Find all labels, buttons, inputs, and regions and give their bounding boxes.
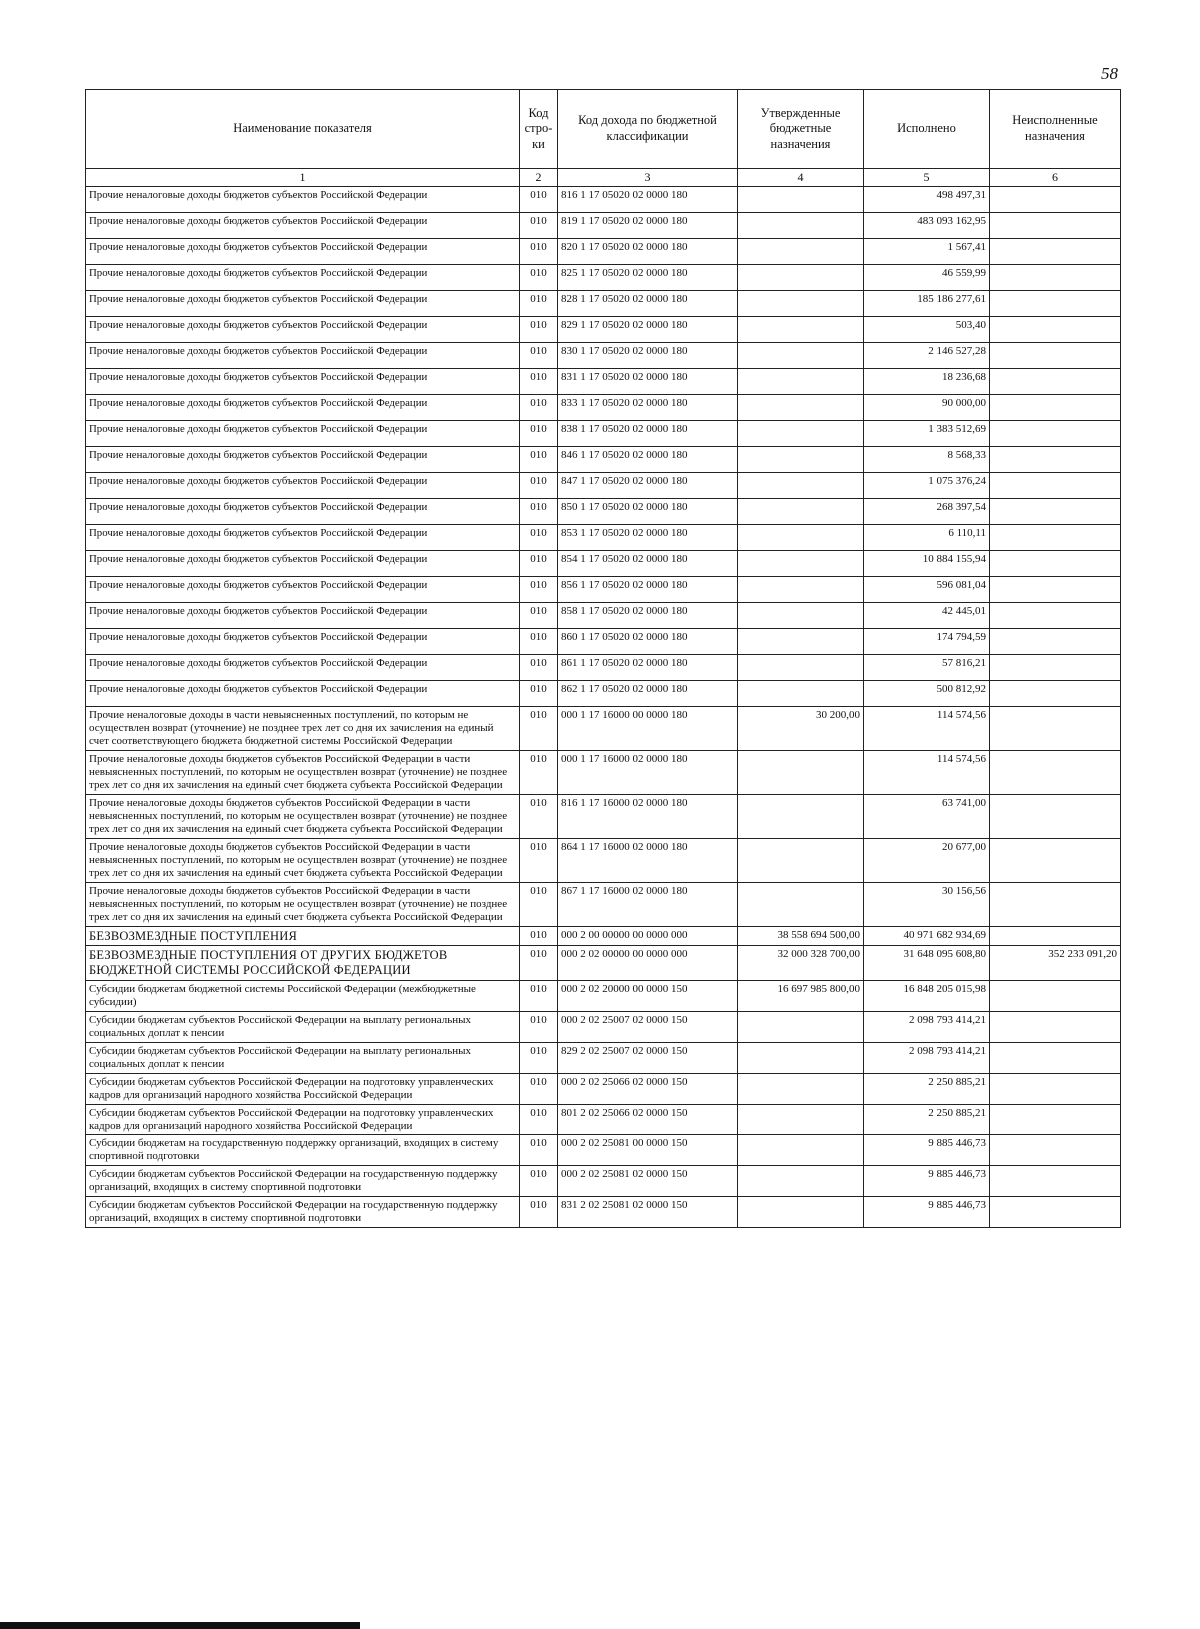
line-code-cell: 010 (520, 525, 558, 551)
indicator-name-cell: Прочие неналоговые доходы бюджетов субъектов Российской Федерации (86, 525, 520, 551)
approved-amount-cell (738, 369, 864, 395)
approved-amount-cell (738, 882, 864, 926)
approved-amount-cell (738, 1104, 864, 1135)
line-code-cell: 010 (520, 395, 558, 421)
table-row (86, 794, 1121, 838)
indicator-name-cell: Прочие неналоговые доходы бюджетов субъектов Российской Федерации (86, 629, 520, 655)
unexecuted-amount-cell (990, 655, 1121, 681)
executed-amount-cell: 8 568,33 (864, 447, 990, 473)
indicator-name-cell: Прочие неналоговые доходы бюджетов субъектов Российской Федерации в части невыясненных поступлений, по которым не осуществлен возврат (уточнение) не позднее трех лет со дня их зачисления на единый счет бюджета субъекта Российской Федерации (86, 794, 520, 838)
approved-amount-cell (738, 750, 864, 794)
approved-amount-cell (738, 1197, 864, 1228)
executed-amount-cell: 9 885 446,73 (864, 1135, 990, 1166)
column-number: 4 (738, 169, 864, 187)
column-number: 2 (520, 169, 558, 187)
approved-amount-cell (738, 577, 864, 603)
income-code-cell: 856 1 17 05020 02 0000 180 (558, 577, 738, 603)
indicator-name-cell: Прочие неналоговые доходы бюджетов субъектов Российской Федерации в части невыясненных поступлений, по которым не осуществлен возврат (уточнение) не позднее трех лет со дня их зачисления на единый счет бюджета субъекта Российской Федерации (86, 838, 520, 882)
line-code-cell: 010 (520, 1197, 558, 1228)
table-row (86, 707, 1121, 751)
line-code-cell: 010 (520, 213, 558, 239)
indicator-name-cell: Прочие неналоговые доходы бюджетов субъектов Российской Федерации (86, 343, 520, 369)
table-row (86, 629, 1121, 655)
indicator-name-cell: Прочие неналоговые доходы бюджетов субъектов Российской Федерации (86, 395, 520, 421)
executed-amount-cell: 2 098 793 414,21 (864, 1042, 990, 1073)
table-row (86, 551, 1121, 577)
table-row (86, 882, 1121, 926)
executed-amount-cell: 9 885 446,73 (864, 1197, 990, 1228)
income-code-cell: 801 2 02 25066 02 0000 150 (558, 1104, 738, 1135)
unexecuted-amount-cell (990, 395, 1121, 421)
approved-amount-cell (738, 525, 864, 551)
income-code-cell: 000 2 00 00000 00 0000 000 (558, 926, 738, 946)
approved-amount-cell (738, 473, 864, 499)
income-code-cell: 853 1 17 05020 02 0000 180 (558, 525, 738, 551)
table-row (86, 980, 1121, 1011)
indicator-name-cell: Прочие неналоговые доходы бюджетов субъектов Российской Федерации (86, 265, 520, 291)
approved-amount-cell (738, 187, 864, 213)
approved-amount-cell (738, 629, 864, 655)
income-code-cell: 858 1 17 05020 02 0000 180 (558, 603, 738, 629)
executed-amount-cell: 2 250 885,21 (864, 1073, 990, 1104)
unexecuted-amount-cell (990, 265, 1121, 291)
table-row (86, 1073, 1121, 1104)
indicator-name-cell: Прочие неналоговые доходы бюджетов субъектов Российской Федерации (86, 447, 520, 473)
unexecuted-amount-cell (990, 577, 1121, 603)
table-row (86, 499, 1121, 525)
unexecuted-amount-cell (990, 1042, 1121, 1073)
indicator-name-cell: Субсидии бюджетам субъектов Российской Федерации на государственную поддержку организаций, входящих в систему спортивной подготовки (86, 1166, 520, 1197)
unexecuted-amount-cell (990, 1073, 1121, 1104)
unexecuted-amount-cell (990, 629, 1121, 655)
unexecuted-amount-cell (990, 681, 1121, 707)
table-row (86, 1042, 1121, 1073)
executed-amount-cell: 1 567,41 (864, 239, 990, 265)
executed-amount-cell: 40 971 682 934,69 (864, 926, 990, 946)
indicator-name-cell: Прочие неналоговые доходы бюджетов субъектов Российской Федерации (86, 603, 520, 629)
table-body (86, 187, 1121, 1228)
column-number-row (86, 169, 1121, 187)
indicator-name-cell: Прочие неналоговые доходы бюджетов субъектов Российской Федерации (86, 655, 520, 681)
income-code-cell: 825 1 17 05020 02 0000 180 (558, 265, 738, 291)
line-code-cell: 010 (520, 1104, 558, 1135)
executed-amount-cell: 18 236,68 (864, 369, 990, 395)
executed-amount-cell: 42 445,01 (864, 603, 990, 629)
table-row (86, 926, 1121, 946)
approved-amount-cell: 32 000 328 700,00 (738, 946, 864, 981)
header-approved: Утвержденные бюджетные назначения (738, 90, 864, 169)
approved-amount-cell (738, 681, 864, 707)
income-code-cell: 829 1 17 05020 02 0000 180 (558, 317, 738, 343)
unexecuted-amount-cell (990, 1011, 1121, 1042)
line-code-cell: 010 (520, 707, 558, 751)
line-code-cell: 010 (520, 291, 558, 317)
executed-amount-cell: 9 885 446,73 (864, 1166, 990, 1197)
executed-amount-cell: 1 383 512,69 (864, 421, 990, 447)
approved-amount-cell (738, 343, 864, 369)
indicator-name-cell: Субсидии бюджетам субъектов Российской Федерации на выплату региональных социальных доплат к пенсии (86, 1042, 520, 1073)
approved-amount-cell (738, 603, 864, 629)
approved-amount-cell (738, 239, 864, 265)
executed-amount-cell: 90 000,00 (864, 395, 990, 421)
table-row (86, 369, 1121, 395)
unexecuted-amount-cell (990, 1166, 1121, 1197)
income-code-cell: 860 1 17 05020 02 0000 180 (558, 629, 738, 655)
income-code-cell: 867 1 17 16000 02 0000 180 (558, 882, 738, 926)
unexecuted-amount-cell (990, 838, 1121, 882)
line-code-cell: 010 (520, 980, 558, 1011)
line-code-cell: 010 (520, 421, 558, 447)
executed-amount-cell: 483 093 162,95 (864, 213, 990, 239)
header-indicator-name: Наименование показателя (86, 90, 520, 169)
table-row (86, 343, 1121, 369)
line-code-cell: 010 (520, 265, 558, 291)
indicator-name-cell: Прочие неналоговые доходы бюджетов субъектов Российской Федерации (86, 187, 520, 213)
indicator-name-cell: Субсидии бюджетам субъектов Российской Федерации на государственную поддержку организаций, входящих в систему спортивной подготовки (86, 1197, 520, 1228)
approved-amount-cell (738, 291, 864, 317)
table-row (86, 750, 1121, 794)
unexecuted-amount-cell (990, 213, 1121, 239)
income-code-cell: 833 1 17 05020 02 0000 180 (558, 395, 738, 421)
income-code-cell: 000 2 02 25007 02 0000 150 (558, 1011, 738, 1042)
indicator-name-cell: Прочие неналоговые доходы бюджетов субъектов Российской Федерации (86, 317, 520, 343)
indicator-name-cell: Субсидии бюджетам субъектов Российской Федерации на выплату региональных социальных доплат к пенсии (86, 1011, 520, 1042)
line-code-cell: 010 (520, 577, 558, 603)
executed-amount-cell: 174 794,59 (864, 629, 990, 655)
indicator-name-cell: Прочие неналоговые доходы бюджетов субъектов Российской Федерации (86, 499, 520, 525)
line-code-cell: 010 (520, 1073, 558, 1104)
unexecuted-amount-cell (990, 473, 1121, 499)
executed-amount-cell: 31 648 095 608,80 (864, 946, 990, 981)
header-unexecuted: Неисполненные назначения (990, 90, 1121, 169)
approved-amount-cell (738, 317, 864, 343)
line-code-cell: 010 (520, 499, 558, 525)
executed-amount-cell: 498 497,31 (864, 187, 990, 213)
executed-amount-cell: 30 156,56 (864, 882, 990, 926)
income-code-cell: 000 2 02 00000 00 0000 000 (558, 946, 738, 981)
executed-amount-cell: 114 574,56 (864, 707, 990, 751)
indicator-name-cell: Прочие неналоговые доходы бюджетов субъектов Российской Федерации (86, 291, 520, 317)
indicator-name-cell: Прочие неналоговые доходы бюджетов субъектов Российской Федерации (86, 551, 520, 577)
budget-execution-table (85, 89, 1121, 1228)
executed-amount-cell: 500 812,92 (864, 681, 990, 707)
executed-amount-cell: 2 250 885,21 (864, 1104, 990, 1135)
approved-amount-cell (738, 213, 864, 239)
unexecuted-amount-cell (990, 707, 1121, 751)
unexecuted-amount-cell (990, 317, 1121, 343)
approved-amount-cell: 30 200,00 (738, 707, 864, 751)
approved-amount-cell (738, 265, 864, 291)
unexecuted-amount-cell (990, 551, 1121, 577)
line-code-cell: 010 (520, 187, 558, 213)
unexecuted-amount-cell (990, 794, 1121, 838)
unexecuted-amount-cell (990, 882, 1121, 926)
approved-amount-cell (738, 838, 864, 882)
unexecuted-amount-cell (990, 1135, 1121, 1166)
table-row (86, 655, 1121, 681)
approved-amount-cell: 16 697 985 800,00 (738, 980, 864, 1011)
approved-amount-cell (738, 1011, 864, 1042)
table-row (86, 473, 1121, 499)
income-code-cell: 846 1 17 05020 02 0000 180 (558, 447, 738, 473)
indicator-name-cell: БЕЗВОЗМЕЗДНЫЕ ПОСТУПЛЕНИЯ (86, 926, 520, 946)
income-code-cell: 828 1 17 05020 02 0000 180 (558, 291, 738, 317)
header-executed: Исполнено (864, 90, 990, 169)
unexecuted-amount-cell (990, 239, 1121, 265)
executed-amount-cell: 16 848 205 015,98 (864, 980, 990, 1011)
line-code-cell: 010 (520, 473, 558, 499)
executed-amount-cell: 20 677,00 (864, 838, 990, 882)
indicator-name-cell: Прочие неналоговые доходы бюджетов субъектов Российской Федерации (86, 369, 520, 395)
table-row (86, 603, 1121, 629)
executed-amount-cell: 63 741,00 (864, 794, 990, 838)
line-code-cell: 010 (520, 681, 558, 707)
approved-amount-cell (738, 1073, 864, 1104)
line-code-cell: 010 (520, 629, 558, 655)
page-number: 58 (1101, 64, 1118, 83)
unexecuted-amount-cell (990, 750, 1121, 794)
table-row (86, 1104, 1121, 1135)
income-code-cell: 854 1 17 05020 02 0000 180 (558, 551, 738, 577)
indicator-name-cell: Субсидии бюджетам на государственную поддержку организаций, входящих в систему спортивной подготовки (86, 1135, 520, 1166)
executed-amount-cell: 6 110,11 (864, 525, 990, 551)
table-row (86, 577, 1121, 603)
line-code-cell: 010 (520, 603, 558, 629)
header-line-code: Код стро- ки (520, 90, 558, 169)
indicator-name-cell: Прочие неналоговые доходы бюджетов субъектов Российской Федерации в части невыясненных поступлений, по которым не осуществлен возврат (уточнение) не позднее трех лет со дня их зачисления на единый счет бюджета субъекта Российской Федерации (86, 882, 520, 926)
indicator-name-cell: Прочие неналоговые доходы бюджетов субъектов Российской Федерации (86, 681, 520, 707)
indicator-name-cell: Прочие неналоговые доходы бюджетов субъектов Российской Федерации в части невыясненных поступлений, по которым не осуществлен возврат (уточнение) не позднее трех лет со дня их зачисления на единый счет бюджета субъекта Российской Федерации (86, 750, 520, 794)
table-row (86, 421, 1121, 447)
line-code-cell: 010 (520, 838, 558, 882)
table-row (86, 265, 1121, 291)
approved-amount-cell (738, 447, 864, 473)
executed-amount-cell: 10 884 155,94 (864, 551, 990, 577)
table-row (86, 1197, 1121, 1228)
table-row (86, 187, 1121, 213)
line-code-cell: 010 (520, 882, 558, 926)
table-row (86, 213, 1121, 239)
income-code-cell: 829 2 02 25007 02 0000 150 (558, 1042, 738, 1073)
unexecuted-amount-cell (990, 291, 1121, 317)
indicator-name-cell: Прочие неналоговые доходы бюджетов субъектов Российской Федерации (86, 577, 520, 603)
executed-amount-cell: 46 559,99 (864, 265, 990, 291)
unexecuted-amount-cell (990, 1197, 1121, 1228)
executed-amount-cell: 268 397,54 (864, 499, 990, 525)
table-row (86, 1135, 1121, 1166)
line-code-cell: 010 (520, 1135, 558, 1166)
line-code-cell: 010 (520, 1166, 558, 1197)
table-row (86, 447, 1121, 473)
approved-amount-cell (738, 551, 864, 577)
executed-amount-cell: 185 186 277,61 (864, 291, 990, 317)
approved-amount-cell (738, 655, 864, 681)
table-row (86, 681, 1121, 707)
table-row (86, 395, 1121, 421)
income-code-cell: 861 1 17 05020 02 0000 180 (558, 655, 738, 681)
approved-amount-cell (738, 499, 864, 525)
income-code-cell: 816 1 17 16000 02 0000 180 (558, 794, 738, 838)
indicator-name-cell: Прочие неналоговые доходы бюджетов субъектов Российской Федерации (86, 421, 520, 447)
line-code-cell: 010 (520, 750, 558, 794)
column-number: 6 (990, 169, 1121, 187)
unexecuted-amount-cell (990, 603, 1121, 629)
column-number: 3 (558, 169, 738, 187)
approved-amount-cell: 38 558 694 500,00 (738, 926, 864, 946)
income-code-cell: 864 1 17 16000 02 0000 180 (558, 838, 738, 882)
income-code-cell: 850 1 17 05020 02 0000 180 (558, 499, 738, 525)
indicator-name-cell: Субсидии бюджетам бюджетной системы Российской Федерации (межбюджетные субсидии) (86, 980, 520, 1011)
line-code-cell: 010 (520, 946, 558, 981)
table-row (86, 291, 1121, 317)
income-code-cell: 000 1 17 16000 02 0000 180 (558, 750, 738, 794)
scan-edge-bar (0, 1622, 360, 1629)
unexecuted-amount-cell (990, 1104, 1121, 1135)
income-code-cell: 831 2 02 25081 02 0000 150 (558, 1197, 738, 1228)
unexecuted-amount-cell (990, 187, 1121, 213)
line-code-cell: 010 (520, 447, 558, 473)
executed-amount-cell: 596 081,04 (864, 577, 990, 603)
table-row (86, 239, 1121, 265)
unexecuted-amount-cell (990, 525, 1121, 551)
income-code-cell: 000 1 17 16000 00 0000 180 (558, 707, 738, 751)
table-row (86, 1166, 1121, 1197)
table-row (86, 525, 1121, 551)
table-row (86, 838, 1121, 882)
income-code-cell: 847 1 17 05020 02 0000 180 (558, 473, 738, 499)
indicator-name-cell: Прочие неналоговые доходы бюджетов субъектов Российской Федерации (86, 239, 520, 265)
indicator-name-cell: Прочие неналоговые доходы бюджетов субъектов Российской Федерации (86, 473, 520, 499)
income-code-cell: 820 1 17 05020 02 0000 180 (558, 239, 738, 265)
indicator-name-cell: Субсидии бюджетам субъектов Российской Федерации на подготовку управленческих кадров для организаций народного хозяйства Российской Федерации (86, 1073, 520, 1104)
approved-amount-cell (738, 1166, 864, 1197)
line-code-cell: 010 (520, 1042, 558, 1073)
executed-amount-cell: 2 146 527,28 (864, 343, 990, 369)
approved-amount-cell (738, 1135, 864, 1166)
income-code-cell: 000 2 02 25066 02 0000 150 (558, 1073, 738, 1104)
executed-amount-cell: 503,40 (864, 317, 990, 343)
header-income-code: Код дохода по бюджетной классификации (558, 90, 738, 169)
line-code-cell: 010 (520, 317, 558, 343)
column-number: 5 (864, 169, 990, 187)
income-code-cell: 000 2 02 20000 00 0000 150 (558, 980, 738, 1011)
table-row (86, 946, 1121, 981)
unexecuted-amount-cell (990, 421, 1121, 447)
unexecuted-amount-cell (990, 343, 1121, 369)
executed-amount-cell: 2 098 793 414,21 (864, 1011, 990, 1042)
executed-amount-cell: 1 075 376,24 (864, 473, 990, 499)
line-code-cell: 010 (520, 794, 558, 838)
line-code-cell: 010 (520, 239, 558, 265)
line-code-cell: 010 (520, 655, 558, 681)
income-code-cell: 830 1 17 05020 02 0000 180 (558, 343, 738, 369)
line-code-cell: 010 (520, 1011, 558, 1042)
indicator-name-cell: Прочие неналоговые доходы в части невыясненных поступлений, по которым не осуществлен возврат (уточнение) не позднее трех лет со дня их зачисления на единый счет соответствующего бюджета бюджетной системы Российской Федерации (86, 707, 520, 751)
line-code-cell: 010 (520, 343, 558, 369)
income-code-cell: 862 1 17 05020 02 0000 180 (558, 681, 738, 707)
table-row (86, 317, 1121, 343)
line-code-cell: 010 (520, 926, 558, 946)
income-code-cell: 838 1 17 05020 02 0000 180 (558, 421, 738, 447)
indicator-name-cell: Субсидии бюджетам субъектов Российской Федерации на подготовку управленческих кадров для организаций народного хозяйства Российской Федерации (86, 1104, 520, 1135)
table-row (86, 1011, 1121, 1042)
unexecuted-amount-cell (990, 369, 1121, 395)
income-code-cell: 000 2 02 25081 00 0000 150 (558, 1135, 738, 1166)
table-header-row (86, 90, 1121, 169)
approved-amount-cell (738, 794, 864, 838)
indicator-name-cell: БЕЗВОЗМЕЗДНЫЕ ПОСТУПЛЕНИЯ ОТ ДРУГИХ БЮДЖЕТОВ БЮДЖЕТНОЙ СИСТЕМЫ РОССИЙСКОЙ ФЕДЕРАЦИИ (86, 946, 520, 981)
unexecuted-amount-cell (990, 926, 1121, 946)
income-code-cell: 000 2 02 25081 02 0000 150 (558, 1166, 738, 1197)
income-code-cell: 816 1 17 05020 02 0000 180 (558, 187, 738, 213)
unexecuted-amount-cell (990, 980, 1121, 1011)
income-code-cell: 831 1 17 05020 02 0000 180 (558, 369, 738, 395)
line-code-cell: 010 (520, 551, 558, 577)
income-code-cell: 819 1 17 05020 02 0000 180 (558, 213, 738, 239)
line-code-cell: 010 (520, 369, 558, 395)
approved-amount-cell (738, 395, 864, 421)
approved-amount-cell (738, 421, 864, 447)
unexecuted-amount-cell (990, 447, 1121, 473)
executed-amount-cell: 114 574,56 (864, 750, 990, 794)
approved-amount-cell (738, 1042, 864, 1073)
unexecuted-amount-cell: 352 233 091,20 (990, 946, 1121, 981)
indicator-name-cell: Прочие неналоговые доходы бюджетов субъектов Российской Федерации (86, 213, 520, 239)
column-number: 1 (86, 169, 520, 187)
unexecuted-amount-cell (990, 499, 1121, 525)
executed-amount-cell: 57 816,21 (864, 655, 990, 681)
